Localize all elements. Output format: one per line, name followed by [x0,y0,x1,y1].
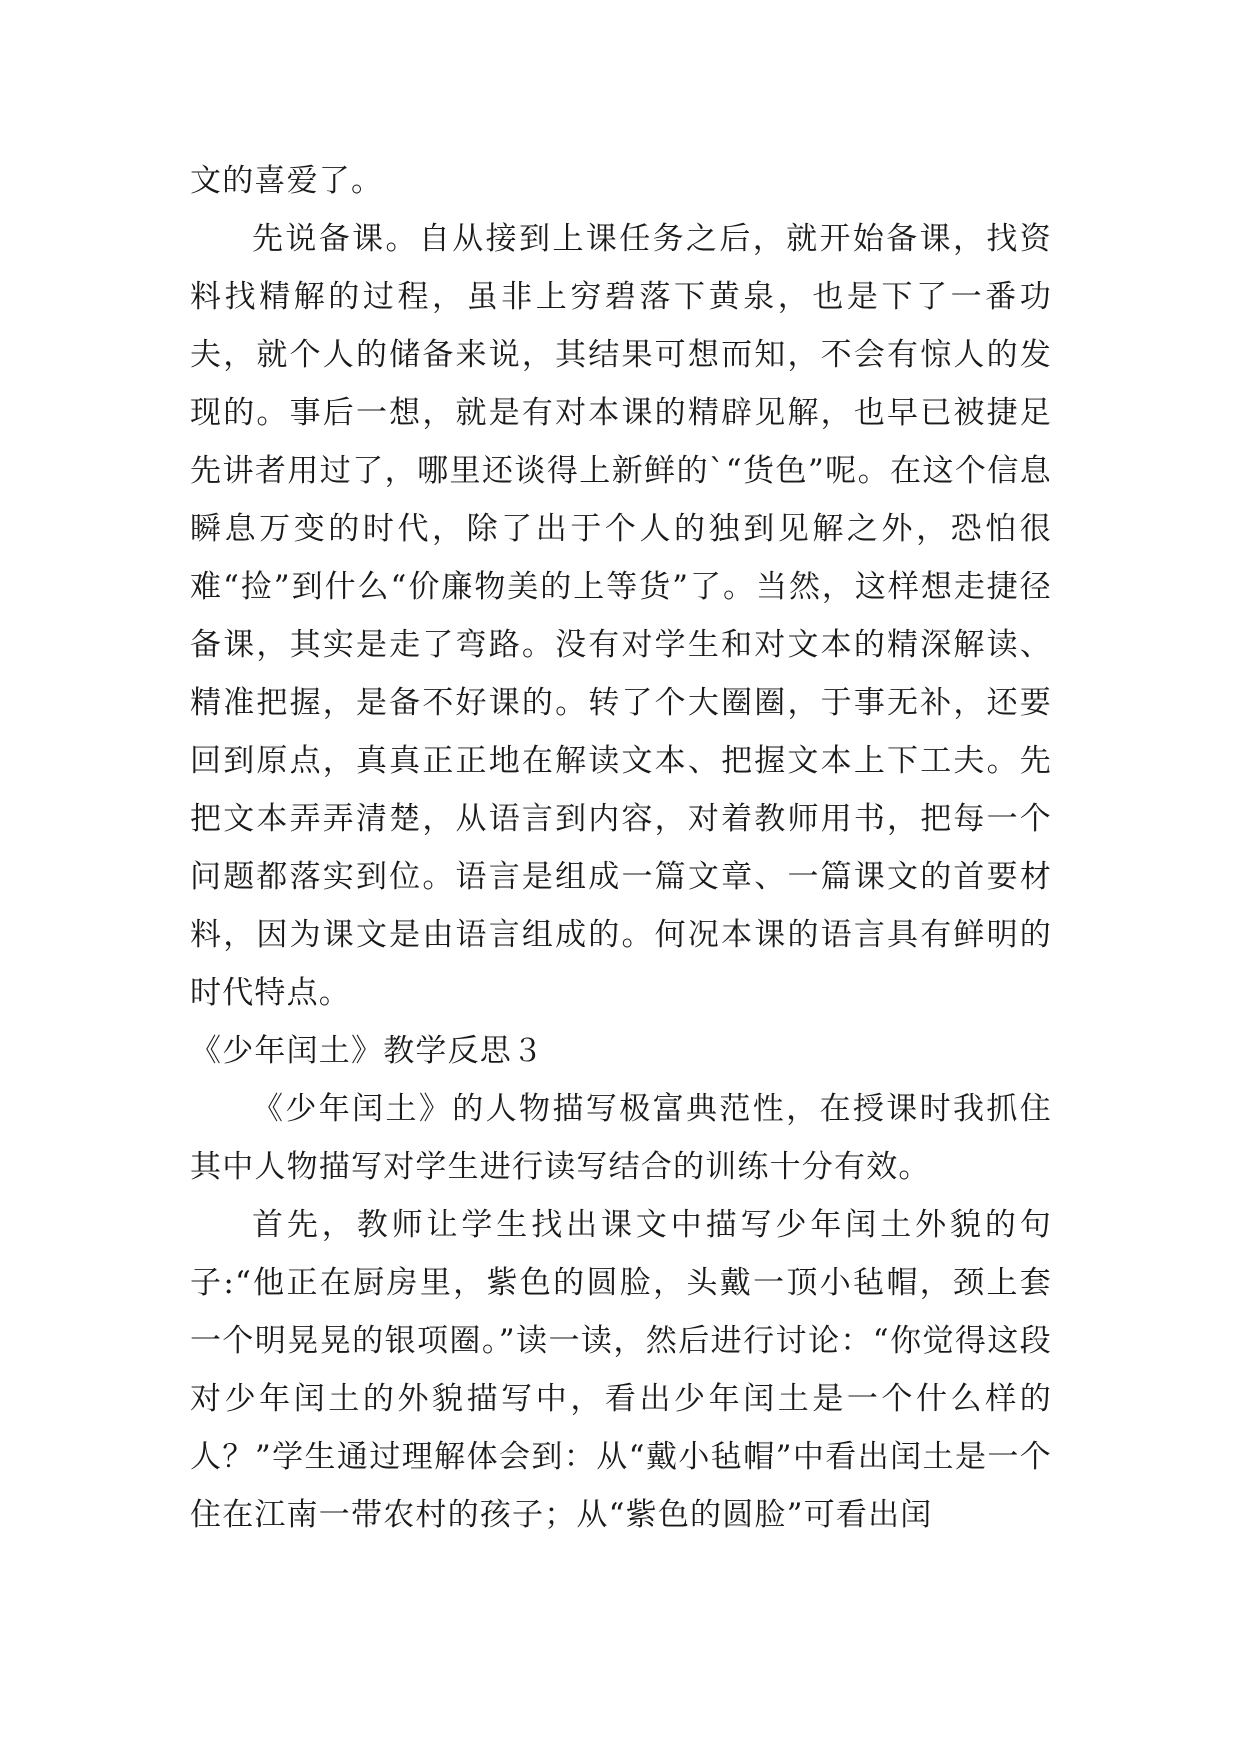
paragraph-lesson-preparation: 先说备课。自从接到上课任务之后，就开始备课，找资料找精解的过程，虽非上穷碧落下黄泉，也是下了一番功夫，就个人的储备来说，其结果可想而知，不会有惊人的发现的。事后一想，就是有对本课的精辟见解，也早已被捷足先讲者用过了，哪里还谈得上新鲜的`“货色”呢。在这个信息瞬息万变的时代，除了出于个人的独到见解之外，恐怕很难“捡”到什么“价廉物美的上等货”了。当然，这样想走捷径备课，其实是走了弯路。没有对学生和对文本的精深解读、精准把握，是备不好课的。转了个大圈圈，于事无补，还要回到原点，真真正正地在解读文本、把握文本上下工夫。先把文本弄弄清楚，从语言到内容，对着教师用书，把每一个问题都落实到位。语言是组成一篇文章、一篇课文的首要材料，因为课文是由语言组成的。何况本课的语言具有鲜明的时代特点。 [190,221,1052,1011]
paragraph-continuation: 文的喜爱了。 [190,163,384,199]
paragraph-appearance-analysis: 首先，教师让学生找出课文中描写少年闰土外貌的句子:“他正在厨房里，紫色的圆脸，头戴一顶小毡帽，颈上套一个明晃晃的银项圈。”读一读，然后进行讨论：“你觉得这段对少年闰土的外貌描写中，看出少年闰土是一个什么样的人？”学生通过理解体会到：从“戴小毡帽”中看出闰土是一个住在江南一带农村的孩子；从“紫色的圆脸”可看出闰 [190,1207,1052,1533]
section-heading: 《少年闰土》教学反思３ [190,1033,545,1069]
document-body [190,152,1052,1544]
paragraph-character-description: 《少年闰土》的人物描写极富典范性，在授课时我抓住其中人物描写对学生进行读写结合的训练十分有效。 [190,1091,1052,1185]
